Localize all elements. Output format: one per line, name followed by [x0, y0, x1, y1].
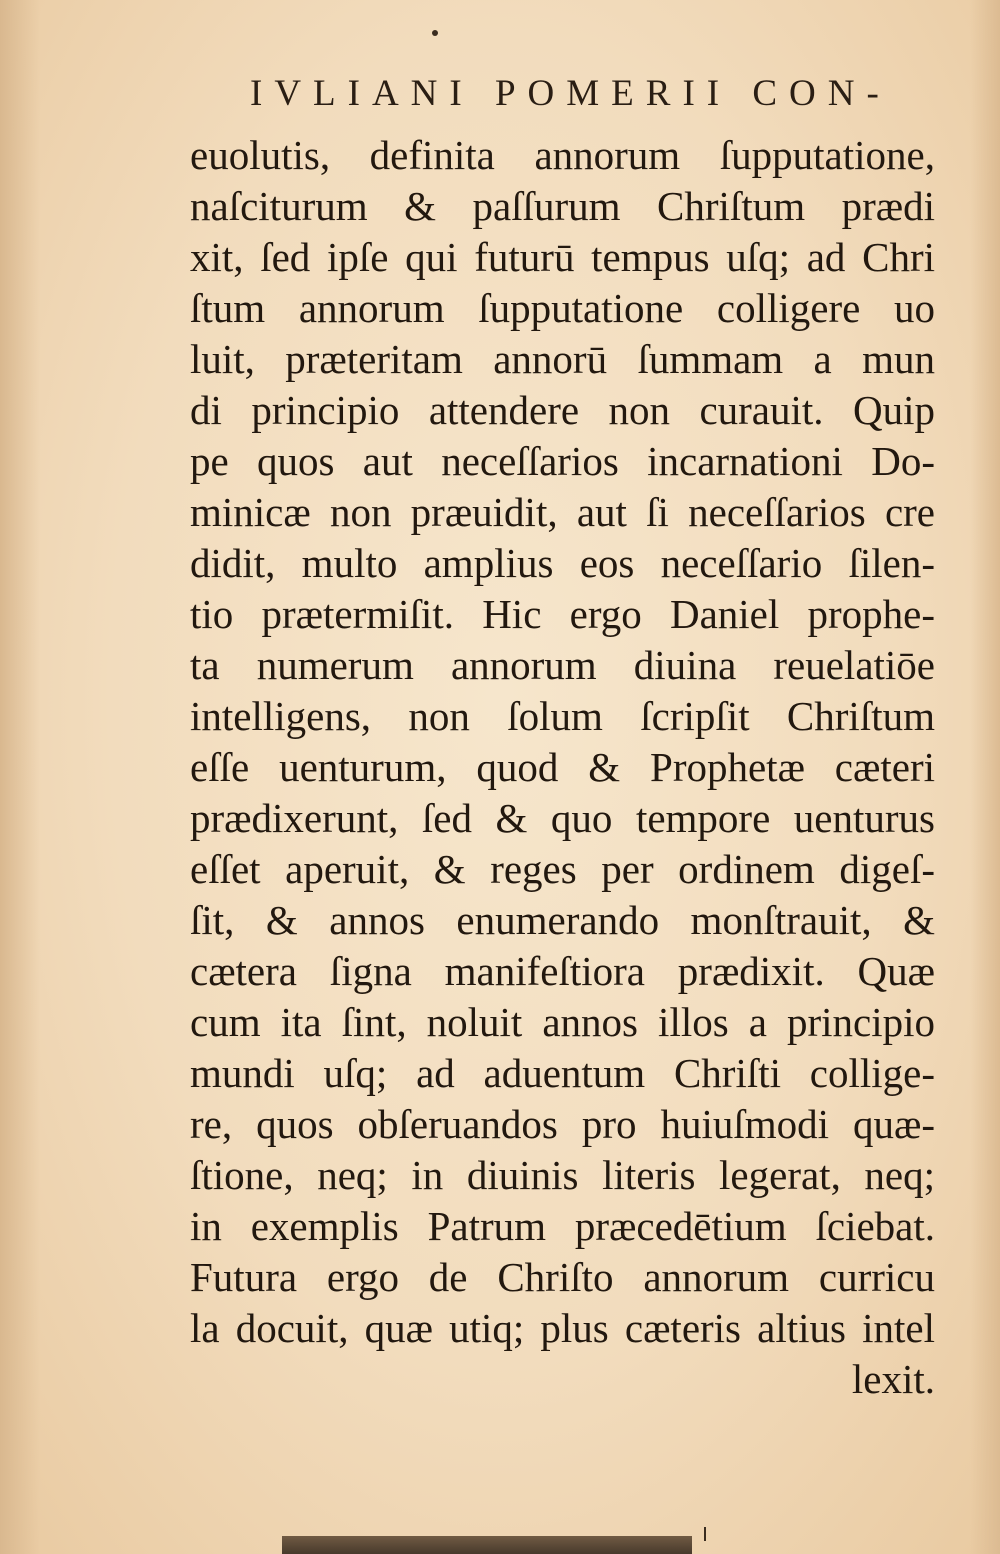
text-line: ſtione, neq; in diuinis literis legerat, neq;: [190, 1152, 935, 1198]
text-line: cum ita ſint, noluit annos illos a principio: [190, 999, 935, 1045]
running-head: IVLIANI POMERII CON-: [250, 73, 891, 114]
text-line: ſit, & annos enumerando monſtrauit, &: [190, 897, 935, 943]
page-edge-right: [970, 0, 1000, 1554]
text-line: intelligens, non ſolum ſcripſit Chriſtum: [190, 693, 935, 739]
body-text: [190, 130, 935, 1405]
text-line: la docuit, quæ utiq; plus cæteris altius intel: [190, 1305, 935, 1351]
text-line: euolutis, definita annorum ſupputatione,: [190, 132, 935, 178]
text-line: didit, multo amplius eos neceſſario ſilen-: [190, 540, 935, 586]
text-line: minicæ non præuidit, aut ſi neceſſarios cre: [190, 489, 935, 535]
text-line: ſtum annorum ſupputatione colligere uo: [190, 285, 935, 331]
text-line: eſſe uenturum, quod & Prophetæ cæteri: [190, 744, 935, 790]
text-line: re, quos obſeruandos pro huiuſmodi quæ-: [190, 1101, 935, 1147]
page-edge-left: [0, 0, 40, 1554]
text-line: xit, ſed ipſe qui futurū tempus uſq; ad Chri: [190, 234, 935, 280]
text-line: cætera ſigna manifeſtiora prædixit. Quæ: [190, 948, 935, 994]
text-line: Futura ergo de Chriſto annorum curricu: [190, 1254, 935, 1300]
text-line: prædixerunt, ſed & quo tempore uenturus: [190, 795, 935, 841]
text-line: in exemplis Patrum præcedētium ſciebat.: [190, 1203, 935, 1249]
text-line: luit, præteritam annorū ſummam a mun: [190, 336, 935, 382]
text-line: naſciturum & paſſurum Chriſtum prædi: [190, 183, 935, 229]
text-line: tio prætermiſit. Hic ergo Daniel prophe-: [190, 591, 935, 637]
bleed-through-next-page: [282, 1536, 692, 1554]
text-line: mundi uſq; ad aduentum Chriſti collige-: [190, 1050, 935, 1096]
text-line: pe quos aut neceſſarios incarnationi Do-: [190, 438, 935, 484]
ink-speck: [432, 30, 438, 36]
text-line: eſſet aperuit, & reges per ordinem digeſ-: [190, 846, 935, 892]
ink-mark: [704, 1527, 706, 1541]
text-line-final: lexit.: [851, 1356, 935, 1402]
text-line: di principio attendere non curauit. Quip: [190, 387, 935, 433]
text-line: ta numerum annorum diuina reuelatiōe: [190, 642, 935, 688]
